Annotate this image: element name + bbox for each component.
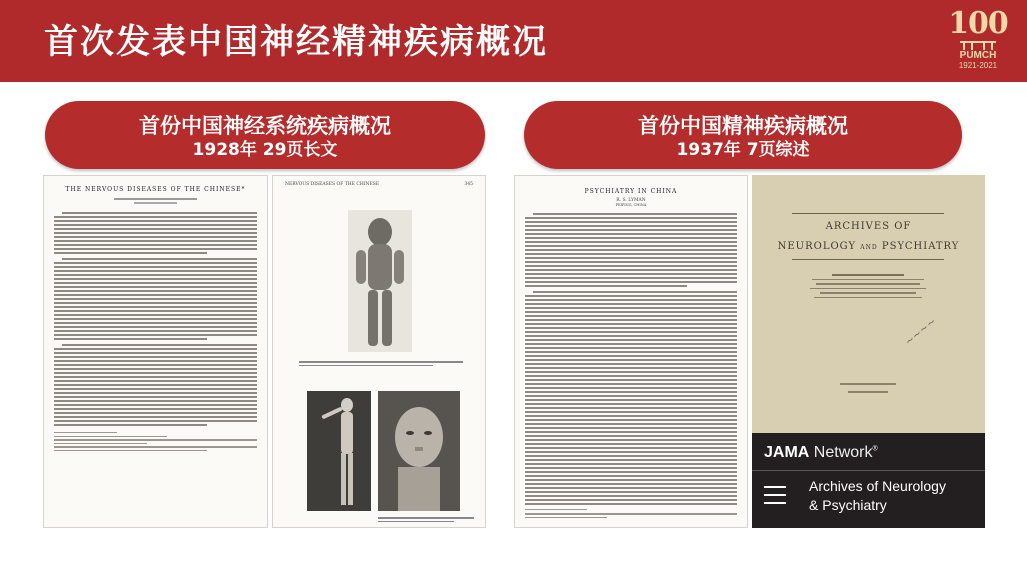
child-figure-icon (348, 210, 412, 352)
running-head: NERVOUS DISEASES OF THE CHINESE (285, 182, 380, 187)
handwritten-stamp: ~~~~ (902, 314, 939, 349)
standing-figure-photo (307, 391, 371, 511)
face-icon (378, 391, 460, 511)
figure-caption-2 (378, 516, 474, 523)
article-title-psychiatry: PSYCHIATRY IN CHINA (584, 188, 678, 195)
footnotes (44, 436, 267, 452)
journal-cover (752, 175, 985, 528)
article-page-1928-first (43, 175, 268, 528)
face-photo (378, 391, 460, 511)
logo-name: PUMCH (959, 50, 997, 61)
cover-year-line (848, 391, 888, 393)
cover-title-and: AND (860, 244, 878, 251)
right-panel-subtitle: 1937年 7页综述 (676, 140, 810, 160)
jama-journal-name[interactable] (809, 477, 946, 515)
registered-mark: ® (872, 445, 878, 453)
location-line (134, 202, 177, 204)
psychiatry-footnote-rule (525, 509, 587, 510)
article-location: PEIPING, CHINA (615, 203, 647, 207)
right-panel-title: 首份中国精神疾病概况 (638, 114, 848, 138)
psychiatry-text-block (515, 213, 747, 505)
author-line (114, 198, 197, 200)
cover-rule-bottom (792, 259, 944, 260)
figure-caption-1 (299, 360, 463, 367)
article-page-1937 (514, 175, 748, 528)
cover-title-line1: ARCHIVES OF (825, 221, 912, 232)
jama-network-brand (764, 444, 878, 462)
slide-title: 首次发表中国神经精神疾病概况 (44, 22, 548, 62)
jama-brand-network: Network (809, 444, 873, 461)
jama-brand-bold: JAMA (764, 444, 810, 461)
psychiatry-footnote (515, 513, 747, 518)
cover-rule-top (792, 213, 944, 214)
jama-journal-line2: & Psychiatry (809, 497, 887, 513)
page-number: 345 (464, 182, 473, 187)
logo-number: 100 (948, 6, 1008, 41)
cover-title-psychiatry: PSYCHIATRY (881, 241, 960, 252)
cover-volume-line (840, 383, 896, 385)
article-title: THE NERVOUS DISEASES OF THE CHINESE* (65, 186, 246, 193)
page-header (285, 182, 473, 187)
jama-divider (752, 470, 985, 471)
standing-figure-icon (307, 391, 371, 511)
left-panel-subtitle: 1928年 29页长文 (192, 140, 338, 160)
right-panel-label (524, 101, 962, 169)
menu-icon[interactable] (764, 486, 786, 504)
jama-network-overlay (752, 433, 985, 528)
jama-journal-line1: Archives of Neurology (809, 478, 946, 494)
child-photo (348, 210, 412, 352)
footnote-rule (54, 432, 117, 433)
logo-years: 1921-2021 (958, 61, 998, 70)
pumch-100-logo (947, 8, 1009, 74)
article-author: R. S. LYMAN (616, 198, 646, 203)
left-panel-label (45, 101, 485, 169)
cover-editorial-block (802, 271, 934, 301)
gate-icon (958, 40, 998, 50)
article-text-block (44, 212, 267, 426)
cover-title-line2 (752, 241, 985, 252)
cover-title-neurology: NEUROLOGY (777, 241, 857, 252)
article-page-1928-photos (272, 175, 486, 528)
left-panel-title: 首份中国神经系统疾病概况 (139, 114, 391, 138)
